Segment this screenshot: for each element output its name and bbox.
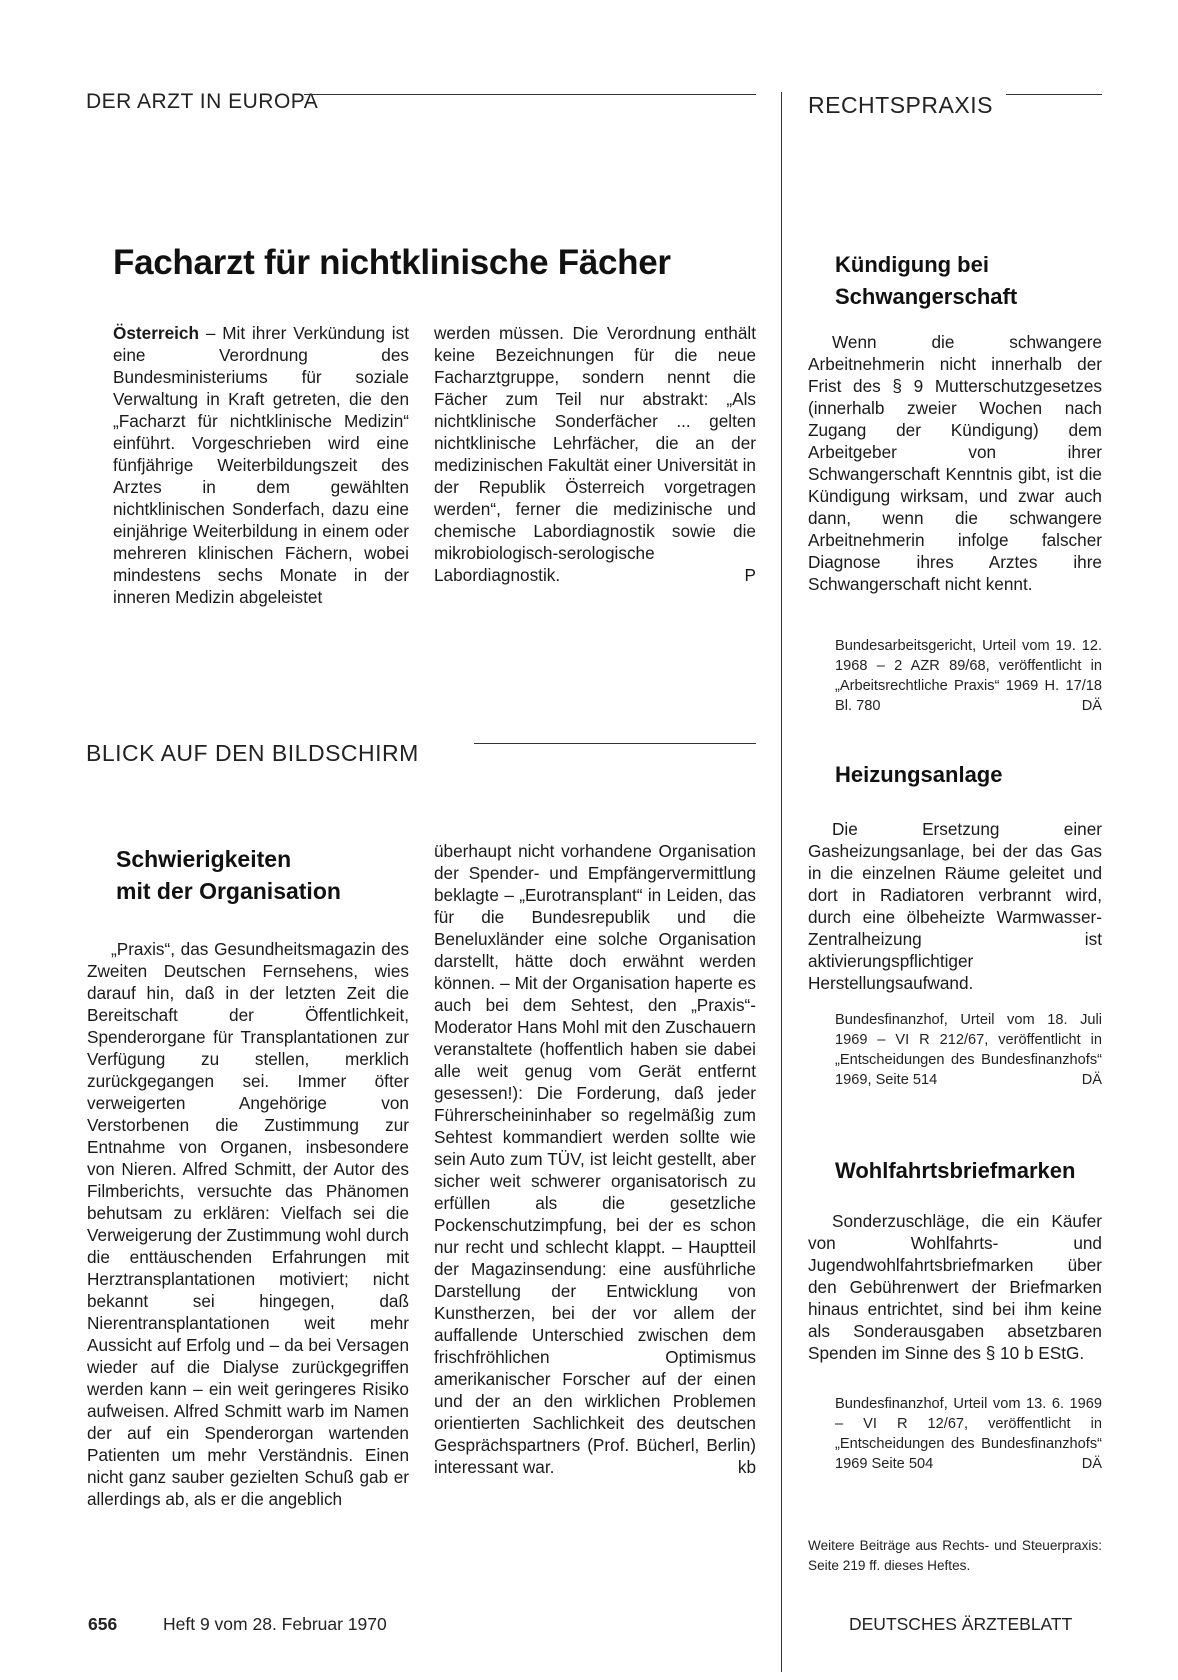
article-organisation-col2: überhaupt nicht vorhandene Organisation der Spender- und Empfängervermittlung beklagte – „Eurotransplant“ in Leiden, das für die Bundesrepublik und die Beneluxländer eine solche Organisation darstellt, hätte doch erwähnt werden können. – Mit der Organisation haperte es auch bei dem Sehtest, den „Praxis“-Moderator Hans Mohl mit den Zuschauern veranstaltete (hoffentlich haben sie dabei alle weit genug vom Gerät entfernt gesessen!): Die Forderung, daß jeder Führerscheininhaber so regelmäßig zum Sehtest kommandiert werden sollte wie sein Auto zum TÜV, ist leicht gestellt, aber sicher weit schwerer organisatorisch zu erfüllen als die gesetzliche Pockenschutzimpfung, bei der es schon nur recht und schlecht klappt. – Hauptteil der Magazinsendung: eine ausführliche Darstellung der Entwicklung von Kunstherzen, bei der vor allem der auffallende Unterschied zwischen dem frischfröhlichen Optimismus amerikanischer Forscher auf der einen und der an den wirklichen Problemen orientierten Sachlichkeit des deutschen Gesprächspartners (Prof. Bücherl, Berlin) interessant war. kb xyxy=(434,841,756,1477)
legal-title-kuendigung: Kündigung bei Schwangerschaft xyxy=(835,252,1018,309)
legal-citation-kuendigung: Bundesarbeitsgericht, Urteil vom 19. 12. 1968 – 2 AZR 89/68, veröffentlicht in „Arbeitsrechtliche Praxis“ 1969 H. 17/18 Bl. 780 DÄ xyxy=(835,638,1102,714)
legal-body-wohlfahrt: Sonderzuschläge, die ein Käufer von Wohlfahrts- und Jugendwohlfahrtsbriefmarken über den Gebührenwert der Briefmarken hinaus entrichtet, sind bei ihm keine als Sonderausgaben absetzbaren Spenden im Sinne des § 10 b EStG. xyxy=(808,1211,1102,1363)
article-facharzt-col2: werden müssen. Die Verordnung enthält keine Bezeichnungen für die neue Facharztgruppe, sondern nennt die Fächer zum Teil nur abstrakt: „Als nichtklinische Sonderfächer ... gelten nichtklinische Lehrfächer, die an der medizinischen Fakultät einer Universität in der Republik Österreich vorgetragen werden“, ferner die medizinische und chemische Labordiagnostik sowie die mikrobiologisch-serologische Labordiagnostik. P xyxy=(434,323,756,585)
article-title-organisation: Schwierigkeiten mit der Organisation xyxy=(116,846,341,904)
legal-citation-heizung: Bundesfinanzhof, Urteil vom 18. Juli 1969 – VI R 212/67, veröffentlicht in „Entscheidungen des Bundesfinanzhofs“ 1969, Seite 514 DÄ xyxy=(835,1012,1102,1088)
column-divider xyxy=(781,92,782,1672)
header-rule-right xyxy=(1006,94,1102,95)
source-signature: DÄ xyxy=(1081,698,1102,714)
author-signature: kb xyxy=(737,1457,756,1477)
article-title-facharzt: Facharzt für nichtklinische Fächer xyxy=(113,243,671,282)
author-signature: P xyxy=(744,565,756,585)
legal-body-heizung: Die Ersetzung einer Gasheizungsanlage, bei der das Gas in die einzelnen Räume geleitet und dort in Radiatoren verbrannt wird, durch eine ölbeheizte Warmwasser-Zentralheizung ist aktivierungspflichtiger Herstellungsaufwand. xyxy=(808,819,1102,993)
legal-title-heizung: Heizungsanlage xyxy=(835,762,1003,787)
section-head-bildschirm: BLICK AUF DEN BILDSCHIRM xyxy=(86,740,419,766)
page-number: 656 xyxy=(88,1614,118,1634)
article-facharzt-col1: Österreich – Mit ihrer Verkündung ist eine Verordnung des Bundesministeriums für soziale Verwaltung in Kraft getreten, die den „Facharzt für nichtklinische Medizin“ einführt. Vorgeschrieben wird eine fünfjährige Weiterbildungszeit des Arztes in dem gewählten nichtklinischen Sonderfach, dazu eine einjährige Weiterbildung in einem oder mehreren klinischen Fächern, wobei mindestens sechs Monate in der inneren Medizin abgeleistet xyxy=(113,323,409,607)
publication-name: DEUTSCHES ÄRZTEBLATT xyxy=(849,1614,1073,1634)
section2-rule xyxy=(474,743,756,744)
source-signature: DÄ xyxy=(1081,1072,1102,1088)
header-rule-left xyxy=(304,94,756,95)
legal-title-wohlfahrt: Wohlfahrtsbriefmarken xyxy=(835,1158,1076,1183)
issue-info: Heft 9 vom 28. Februar 1970 xyxy=(163,1614,387,1634)
section-head-europe: DER ARZT IN EUROPA xyxy=(86,90,319,113)
section-head-rechtspraxis: RECHTSPRAXIS xyxy=(808,92,993,118)
legal-body-kuendigung: Wenn die schwangere Arbeitnehmerin nicht innerhalb der Frist des § 9 Mutterschutzgesetzes (innerhalb zweier Wochen nach Zugang der Kündigung) dem Arbeitgeber von ihrer Schwangerschaft Kenntnis gibt, ist die Kündigung wirksam, und zwar auch dann, wenn die schwangere Arbeitnehmerin infolge falscher Diagnose ihres Arztes ihre Schwangerschaft nicht kennt. xyxy=(808,332,1102,594)
legal-citation-wohlfahrt: Bundesfinanzhof, Urteil vom 13. 6. 1969 – VI R 12/67, veröffentlicht in „Entscheidungen des Bundesfinanzhofs“ 1969 Seite 504 DÄ xyxy=(835,1396,1102,1472)
article-organisation-col1: „Praxis“, das Gesundheitsmagazin des Zweiten Deutschen Fernsehens, wies darauf hin, daß in der letzten Zeit die Bereitschaft der Öffentlichkeit, Spenderorgane für Transplantationen zur Verfügung zu stellen, merklich zurückgegangen sei. Immer öfter verweigerten Angehörige von Verstorbenen die Zustimmung zur Entnahme von Organen, insbesondere von Nieren. Alfred Schmitt, der Autor des Filmberichts, versuchte das Phänomen behutsam zu erklären: Vielfach sei die Verweigerung der Zustimmung wohl durch die enttäuschenden Erfahrungen mit Herztransplantationen motiviert; nicht bekannt sei hingegen, daß Nierentransplantationen weit mehr Aussicht auf Erfolg und – da bei Versagen wieder auf die Dialyse zurückgegriffen werden kann – ein weit geringeres Risiko aufweisen. Alfred Schmitt warb im Namen der auf ein Spenderorgan wartenden Patienten um mehr Verständnis. Einen nicht ganz sauber gezielten Schuß gab er allerdings ab, als er die angeblich xyxy=(87,939,409,1509)
article-lead-oesterreich: Österreich xyxy=(113,323,199,343)
further-contributions-note: Weitere Beiträge aus Rechts- und Steuerpraxis: Seite 219 ff. dieses Heftes. xyxy=(808,1538,1102,1573)
source-signature: DÄ xyxy=(1081,1456,1102,1472)
